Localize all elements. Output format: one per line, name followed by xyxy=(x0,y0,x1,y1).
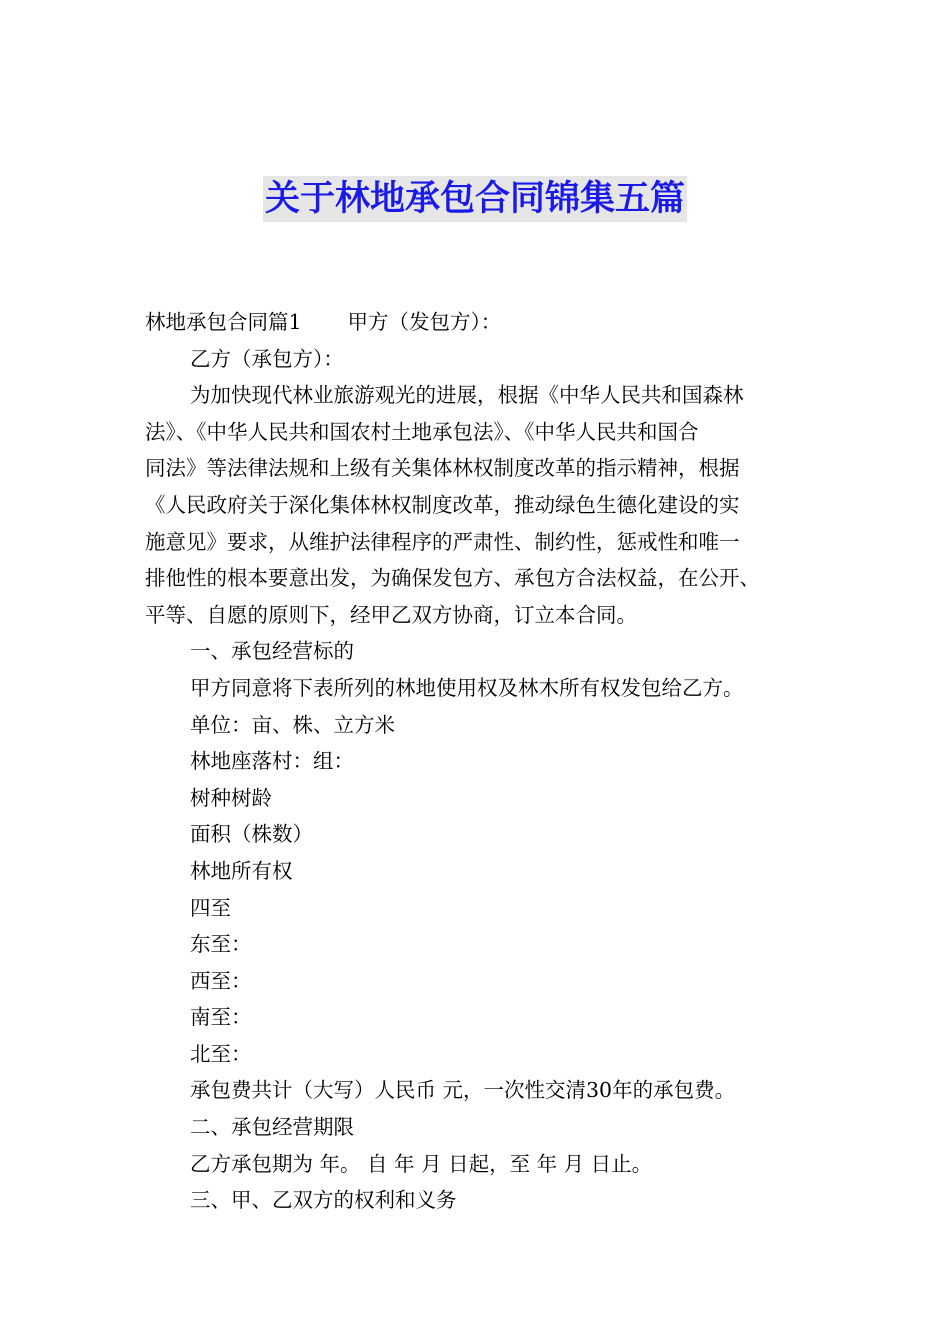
section-1-line: 林地所有权 xyxy=(190,858,293,883)
section-1-line: 林地座落村：组： xyxy=(190,749,354,774)
intro-line: 施意见》要求，从维护法律程序的严肃性、制约性，惩戒性和唯一 xyxy=(145,529,740,554)
section-1-line: 东至： xyxy=(190,932,252,957)
section-1-line: 承包费共计（大写）人民币 元，一次性交清30年的承包费。 xyxy=(190,1078,736,1103)
contract-heading: 林地承包合同篇1 xyxy=(145,310,302,334)
section-1-line: 南至： xyxy=(190,1005,252,1030)
section-1-line: 北至： xyxy=(190,1041,252,1066)
intro-line: 《人民政府关于深化集体林权制度改革，推动绿色生德化建设的实 xyxy=(145,492,740,517)
section-2-title: 二、承包经营期限 xyxy=(190,1115,354,1140)
section-1-line: 四至 xyxy=(190,895,231,920)
document-body xyxy=(145,304,810,1219)
title-container xyxy=(0,176,950,222)
section-1-line: 面积（株数） xyxy=(190,822,313,847)
heading-line xyxy=(145,304,810,341)
section-1-line: 甲方同意将下表所列的林地使用权及林木所有权发包给乙方。 xyxy=(190,675,744,700)
intro-line: 平等、自愿的原则下，经甲乙双方协商，订立本合同。 xyxy=(145,602,637,627)
section-1-title: 一、承包经营标的 xyxy=(190,639,354,664)
intro-line: 同法》等法律法规和上级有关集体林权制度改革的指示精神，根据 xyxy=(145,456,740,481)
document-title: 关于林地承包合同锦集五篇 xyxy=(263,176,687,222)
party-a-label: 甲方（发包方）： xyxy=(347,310,502,334)
intro-line: 排他性的根本要意出发，为确保发包方、承包方合法权益，在公开、 xyxy=(145,566,760,591)
section-1-line: 西至： xyxy=(190,968,252,993)
party-b-label: 乙方（承包方）： xyxy=(190,346,344,371)
section-1-line: 单位：亩、株、立方米 xyxy=(190,712,395,737)
section-2-line: 乙方承包期为 年。 自 年 月 日起，至 年 月 日止。 xyxy=(190,1151,653,1176)
section-1-line: 树种树龄 xyxy=(190,785,272,810)
intro-line: 为加快现代林业旅游观光的进展，根据《中华人民共和国森林 xyxy=(190,383,744,408)
section-3-title: 三、甲、乙双方的权利和义务 xyxy=(190,1188,457,1213)
intro-line: 法》、《中华人民共和国农村土地承包法》、《中华人民共和国合 xyxy=(145,419,699,444)
